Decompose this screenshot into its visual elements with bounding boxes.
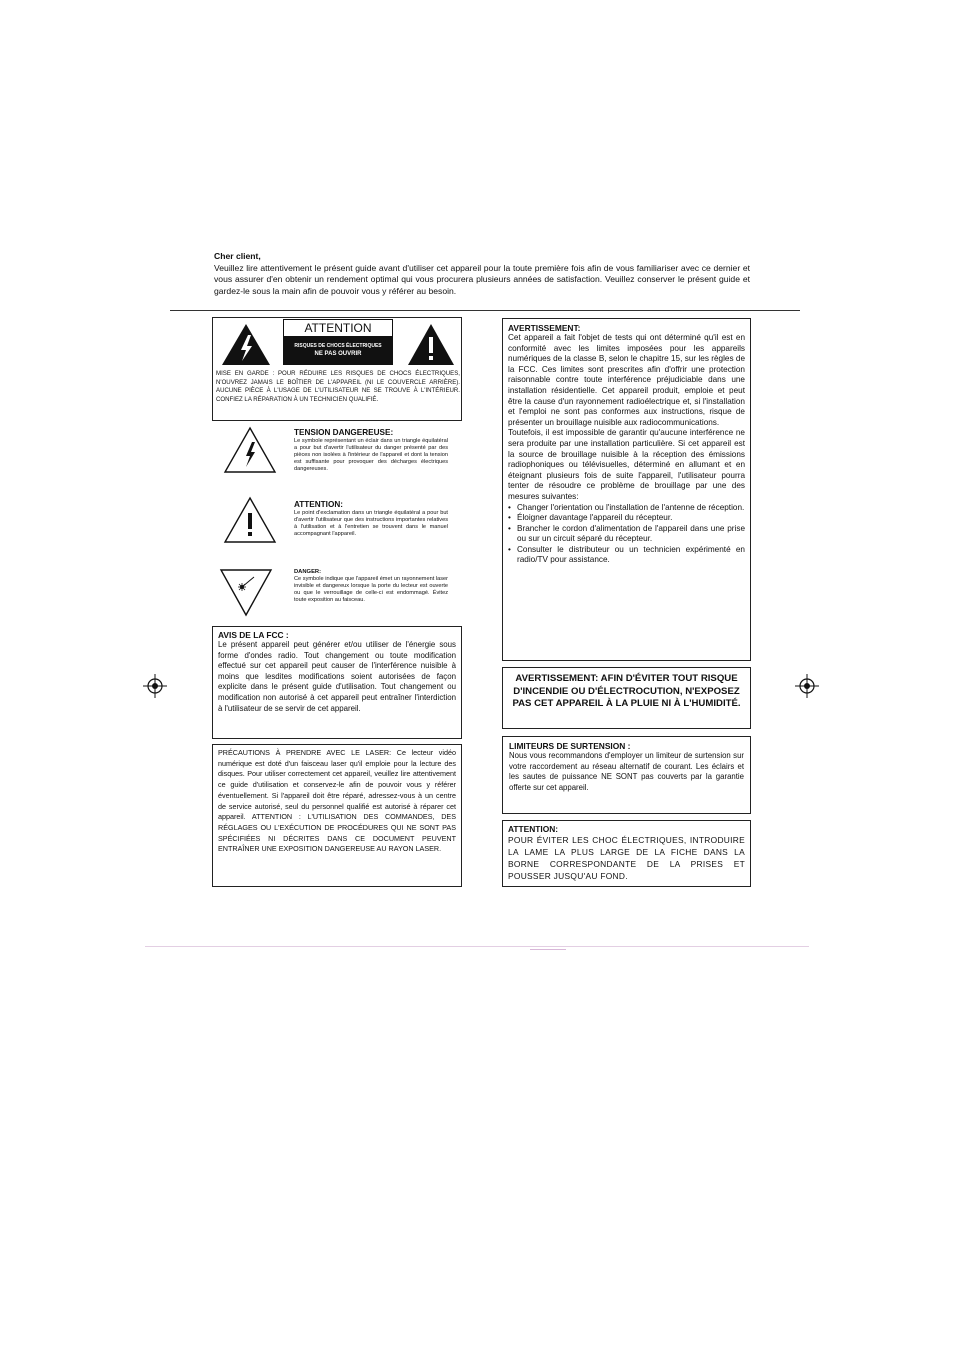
warning-p2: Toutefois, il est impossible de garantir qu'aucune interférence ne sera produite par une installation particulière. Si cet appareil est la source de brouillage nuisible à la réception des émissions radiophoniques ou télévisuelles, déterminé en allumant et en éteignant plusieurs fois de suite l'appareil, l'utilisateur pourra tenter de résoudre ce problème de brouillage par une des mesures suivantes:	[508, 428, 745, 501]
fcc-warning-box	[502, 318, 751, 661]
surge-box	[502, 736, 751, 814]
symbol-tension	[294, 428, 448, 473]
registration-mark-left-icon	[143, 674, 167, 698]
warning-title: AVERTISSEMENT:	[508, 323, 581, 333]
divider	[170, 310, 800, 311]
laser-text: PRÉCAUTIONS À PRENDRE AVEC LE LASER: Ce lecteur vidéo numérique est doté d'un faisceau laser qu'il emploie pour la lecture des disques. Pour utiliser correctement cet appareil, veuillez lire attentivement ce guide d'utilisation et conservez-le afin de pouvoir vous y référer éventuellement. Si l'appareil doit être réparé, adressez-vous à un centre de service autorisé, seul du personnel qualifié est autorisé à réparer cet appareil. ATTENTION : L'UTILISATION DES COMMANDES, DES RÉGLAGES OU L'EXÉCUTION DE PROCÉDURES QUI NE SONT PAS SPÉCIFIÉES NI DÉCRITES DANS CE DOCUMENT PEUVENT ENTRAÎNER UNE EXPOSITION DANGEREUSE AU RAYON LASER.	[218, 748, 456, 854]
symbol-attention-title: ATTENTION:	[294, 500, 343, 509]
fcc-notice-box	[212, 626, 462, 739]
surge-text: Nous vous recommandons d'employer un limiteur de surtension sur votre raccordement au réseau alternatif de courant. Les éclairs et les sautes de puissance NE SONT pas couverts par la garantie offerte sur cet appareil.	[509, 751, 744, 792]
registration-mark-right-icon	[795, 674, 819, 698]
plug-text: POUR ÉVITER LES CHOC ÉLECTRIQUES, INTRODUIRE LA LAME LA PLUS LARGE DE LA FICHE DANS LA BORNE CORRESPONDANTE DE LA PRISES ET POUSSER JUSQU'AU FOND.	[508, 835, 745, 881]
symbol-danger	[294, 569, 448, 604]
attention-sub2: NE PAS OUVRIR	[314, 351, 362, 357]
intro-paragraph: Veuillez lire attentivement le présent guide avant d'utiliser cet appareil pour la toute première fois afin de vous familiariser avec ce dernier et vous assurer d'en obtenir un rendement optimal qui vous procurera plusieurs années de satisfaction. Veuillez conserver le présent guide et gardez-le sous la main afin de pouvoir vous y référer au besoin.	[214, 262, 750, 296]
symbol-danger-title: DANGER:	[294, 569, 322, 575]
laser-precautions-box	[212, 744, 462, 887]
fire-warning-box	[502, 667, 751, 729]
symbol-attention-text: Le point d'exclamation dans un triangle équilatéral a pour but d'avertir l'utilisateur que des instructions importantes relatives à l'utilisation et à l'entretien se trouvent dans le manuel accompagnant l'appareil.	[294, 510, 448, 537]
symbol-tension-text: Le symbole représentant un éclair dans un triangle équilatéral a pour but d'avertir l'utilisateur du danger présenté par des pièces non isolées à l'intérieur de l'appareil et dont la tension est suffisante pour provoquer des décharges électriques dangereuses.	[294, 438, 448, 472]
attention-sub1: RISQUES DE CHOCS ÉLECTRIQUES	[294, 343, 382, 349]
intro-text	[214, 251, 750, 297]
bottom-rule	[145, 946, 809, 947]
fire-warning-text: AVERTISSEMENT: AFIN D'ÉVITER TOUT RISQUE D'INCENDIE OU D'ÉLECTROCUTION, N'EXPOSEZ PAS CET APPAREIL À LA PLUIE NI À L'HUMIDITÉ.	[512, 673, 741, 710]
surge-title: LIMITEURS DE SURTENSION :	[509, 741, 631, 751]
attention-label-panel	[283, 319, 393, 365]
warning-p1: Cet appareil a fait l'objet de tests qui ont déterminé qu'il est en conformité avec les limites imposées pour les appareils numériques de la classe B, selon le chapitre 15, sur les règles de la FCC. Ces limites sont prescrites afin d'offrir une protection raisonnable contre toute interférence préjudiciable dans une installation résidentielle. Cet appareil produit, emploie et peut être la cause d'un rayonnement radioélectrique et, si l'installation et l'emploi ne sont pas conformes aux instructions, risque de présenter un brouillage nuisible aux radiocommunications.	[508, 333, 745, 427]
laser-radiation-icon	[218, 567, 274, 619]
fcc-text: Le présent appareil peut générer et/ou utiliser de l'énergie sous forme d'ondes radio. Tout changement ou toute modification effectué sur cet appareil peut causer de l'interférence nuisible à moins que lesdites modifications soient autorisées de façon explicite dans le présent guide d'utilisation. Tout changement ou modification non autorisé à cet appareil peut entraîner l'interdiction à l'utilisateur de se servir de cet appareil.	[218, 640, 456, 713]
fcc-title: AVIS DE LA FCC :	[218, 630, 289, 640]
symbol-tension-title: TENSION DANGEREUSE:	[294, 428, 394, 437]
attention-mise-en-garde: MISE EN GARDE : POUR RÉDUIRE LES RISQUES DE CHOCS ÉLECTRIQUES, N'OUVREZ JAMAIS LE BOÎTIER DE L'APPAREIL (NI LE COUVERCLE ARRIÈRE). AUCUNE PIÈCE À L'USAGE DE L'UTILISATEUR NE SE TROUVE À L'INTÉRIEUR. CONFIEZ LA RÉPARATION À UN TECHNICIEN QUALIFIÉ.	[216, 370, 460, 403]
warning-bullet: • Éloigner davantage l'appareil du récepteur.	[517, 513, 745, 524]
warning-bullets	[508, 503, 745, 567]
plug-title: ATTENTION:	[508, 824, 559, 834]
lightning-outline-icon	[222, 425, 278, 475]
warning-bullet: • Changer l'orientation ou l'installation de l'antenne de réception.	[517, 503, 745, 514]
warning-bullet: • Brancher le cordon d'alimentation de l'appareil dans une prise ou sur un circuit séparé du récepteur.	[517, 524, 745, 545]
attention-warning-box	[212, 317, 462, 421]
symbol-attention	[294, 500, 448, 538]
attention-title: ATTENTION	[283, 319, 393, 337]
symbol-danger-text: Ce symbole indique que l'appareil émet un rayonnement laser invisible et dangereux lorsque la porte du lecteur est ouverte ou que le verrouillage de celle-ci est endommagé. Évitez toute exposition au faisceau.	[294, 576, 448, 603]
exclamation-triangle-icon	[405, 321, 457, 367]
lightning-triangle-icon	[219, 321, 273, 367]
warning-bullet: • Consulter le distributeur ou un technicien expérimenté en radio/TV pour assistance.	[517, 545, 745, 566]
salutation: Cher client,	[214, 251, 261, 261]
plug-warning-box	[502, 820, 751, 887]
bottom-center-mark	[530, 949, 566, 950]
exclamation-outline-icon	[222, 495, 278, 545]
